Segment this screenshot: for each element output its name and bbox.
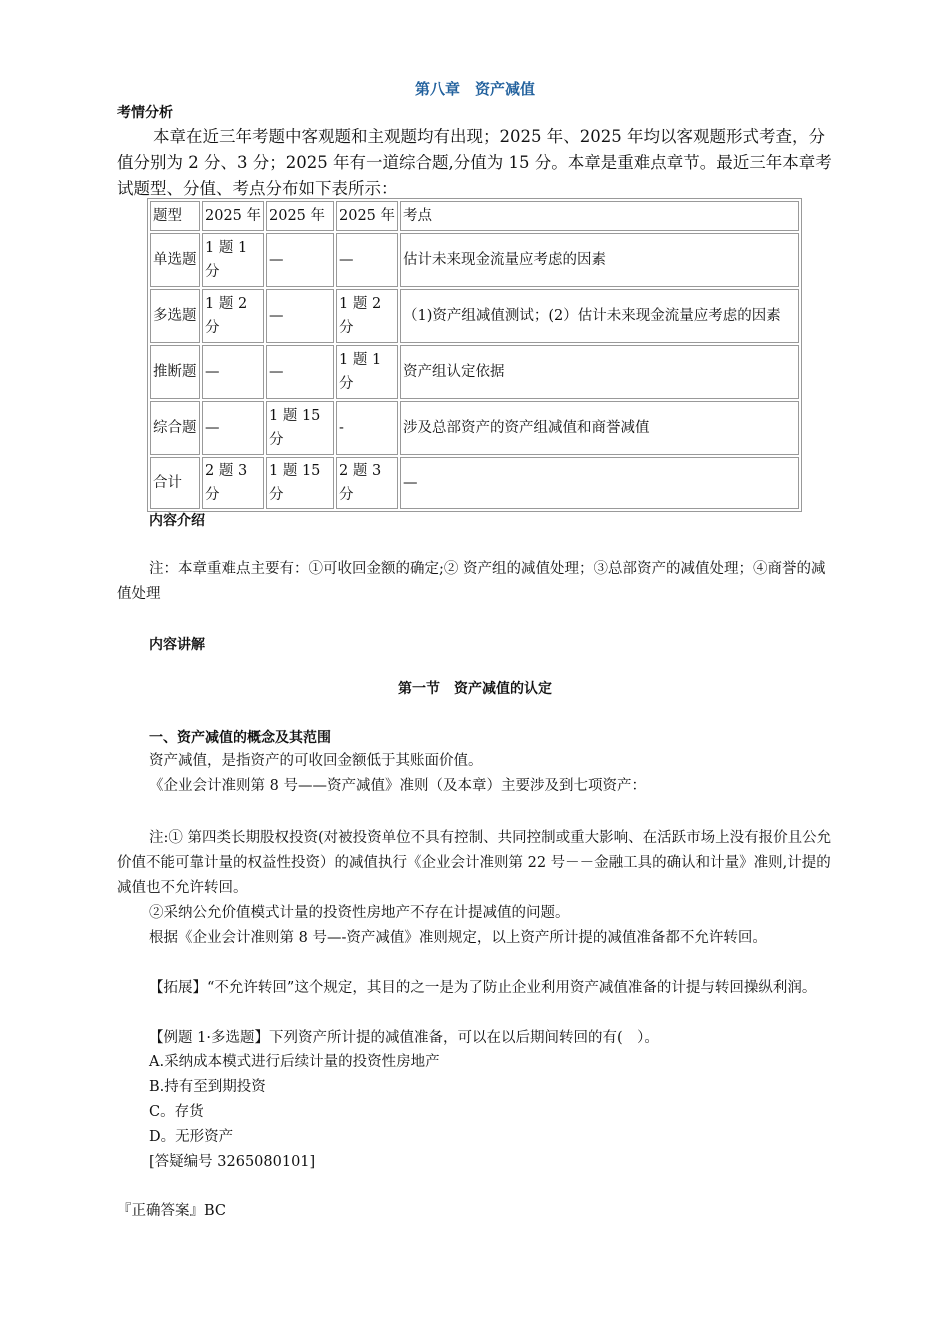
table-cell: 资产组认定依据 bbox=[400, 345, 799, 399]
table-cell: 单选题 bbox=[150, 233, 200, 287]
content-intro-heading: 内容介绍 bbox=[149, 513, 205, 529]
table-header-cell: 2025 年 bbox=[336, 201, 398, 231]
table-cell: 1 题 2 分 bbox=[202, 289, 264, 343]
table-cell: — bbox=[266, 233, 334, 287]
section-title: 第一节 资产减值的认定 bbox=[398, 681, 552, 697]
option-b: B.持有至到期投资 bbox=[149, 1079, 266, 1095]
table-header-cell: 2025 年 bbox=[202, 201, 264, 231]
table-header-cell: 题型 bbox=[150, 201, 200, 231]
table-cell: 合计 bbox=[150, 457, 200, 509]
table-cell: 1 题 1 分 bbox=[336, 345, 398, 399]
example-question: 【例题 1·多选题】下列资产所计提的减值准备，可以在以后期间转回的有( ）。 bbox=[149, 1030, 659, 1046]
table-row bbox=[150, 401, 799, 455]
note-investment-property: ②采纳公允价值模式计量的投资性房地产不存在计提减值的问题。 bbox=[149, 905, 570, 921]
subsection-title: 一、资产减值的概念及其范围 bbox=[149, 730, 331, 746]
table-cell: 1 题 15 分 bbox=[266, 401, 334, 455]
table-row bbox=[150, 345, 799, 399]
table-cell: - bbox=[336, 401, 398, 455]
table-cell: — bbox=[202, 345, 264, 399]
table-cell: 多选题 bbox=[150, 289, 200, 343]
intro-text: 本章在近三年考题中客观题和主观题均有出现；2025 年、2025 年均以客观题形式考查，分值分别为 2 分、3 分；2025 年有一道综合题,分值为 15 分。本章是重难点章节。最近三年本章考试题型、分值、考点分布如下表所示： bbox=[117, 127, 832, 198]
table-cell: — bbox=[400, 457, 799, 509]
table-cell: 综合题 bbox=[150, 401, 200, 455]
definition-paragraph: 资产减值，是指资产的可收回金额低于其账面价值。 bbox=[149, 753, 483, 769]
table-cell: 估计未来现金流量应考虑的因素 bbox=[400, 233, 799, 287]
table-cell: 涉及总部资产的资产组减值和商誉减值 bbox=[400, 401, 799, 455]
table-cell: 2 题 3 分 bbox=[202, 457, 264, 509]
correct-answer: 『正确答案』BC bbox=[117, 1203, 227, 1219]
table-total-row bbox=[150, 457, 799, 509]
option-d: D。无形资产 bbox=[149, 1129, 234, 1145]
exam-distribution-table bbox=[147, 198, 802, 512]
table-cell: （1)资产组减值测试；(2）估计未来现金流量应考虑的因素 bbox=[400, 289, 799, 343]
option-a: A.采纳成本模式进行后续计量的投资性房地产 bbox=[149, 1054, 440, 1070]
table-cell: 1 题 2 分 bbox=[336, 289, 398, 343]
table-header-cell: 2025 年 bbox=[266, 201, 334, 231]
table-row bbox=[150, 289, 799, 343]
table-cell: — bbox=[336, 233, 398, 287]
table-cell: — bbox=[266, 345, 334, 399]
extension-paragraph: 【拓展】“不允许转回”这个规定，其目的之一是为了防止企业利用资产减值准备的计提与转回操纵利润。 bbox=[149, 980, 817, 996]
option-c: C。存货 bbox=[149, 1104, 204, 1120]
table-cell: 推断题 bbox=[150, 345, 200, 399]
chapter-title: 第八章 资产减值 bbox=[414, 80, 535, 98]
note-equity-investment: 注:① 第四类长期股权投资(对被投资单位不具有控制、共同控制或重大影响、在活跃市场上没有报价且公允价值不能可靠计量的权益性投资）的减值执行《企业会计准则第 22 号－－金融工具的确认和计量》准则,计提的减值也不允许转回。 bbox=[117, 830, 832, 896]
table-cell: — bbox=[266, 289, 334, 343]
intro-paragraph bbox=[117, 124, 837, 202]
key-points-note: 注：本章重难点主要有：①可收回金额的确定;② 资产组的减值处理；③总部资产的减值处理；④商誉的减值处理 bbox=[117, 561, 826, 602]
table-cell: 1 题 1 分 bbox=[202, 233, 264, 287]
table-row bbox=[150, 233, 799, 287]
table-header-cell: 考点 bbox=[400, 201, 799, 231]
table-cell: 2 题 3 分 bbox=[336, 457, 398, 509]
table-cell: 1 题 15 分 bbox=[266, 457, 334, 509]
exam-analysis-heading: 考情分析 bbox=[117, 105, 173, 121]
rule-paragraph: 根据《企业会计准则第 8 号—-资产减值》准则规定，以上资产所计提的减值准备都不允许转回。 bbox=[149, 930, 767, 946]
table-header-row bbox=[150, 201, 799, 231]
standard-scope-paragraph: 《企业会计准则第 8 号——资产减值》准则（及本章）主要涉及到七项资产： bbox=[149, 778, 646, 794]
content-lecture-heading: 内容讲解 bbox=[149, 637, 205, 653]
table-cell: — bbox=[202, 401, 264, 455]
qa-number: [答疑编号 3265080101] bbox=[149, 1154, 316, 1170]
